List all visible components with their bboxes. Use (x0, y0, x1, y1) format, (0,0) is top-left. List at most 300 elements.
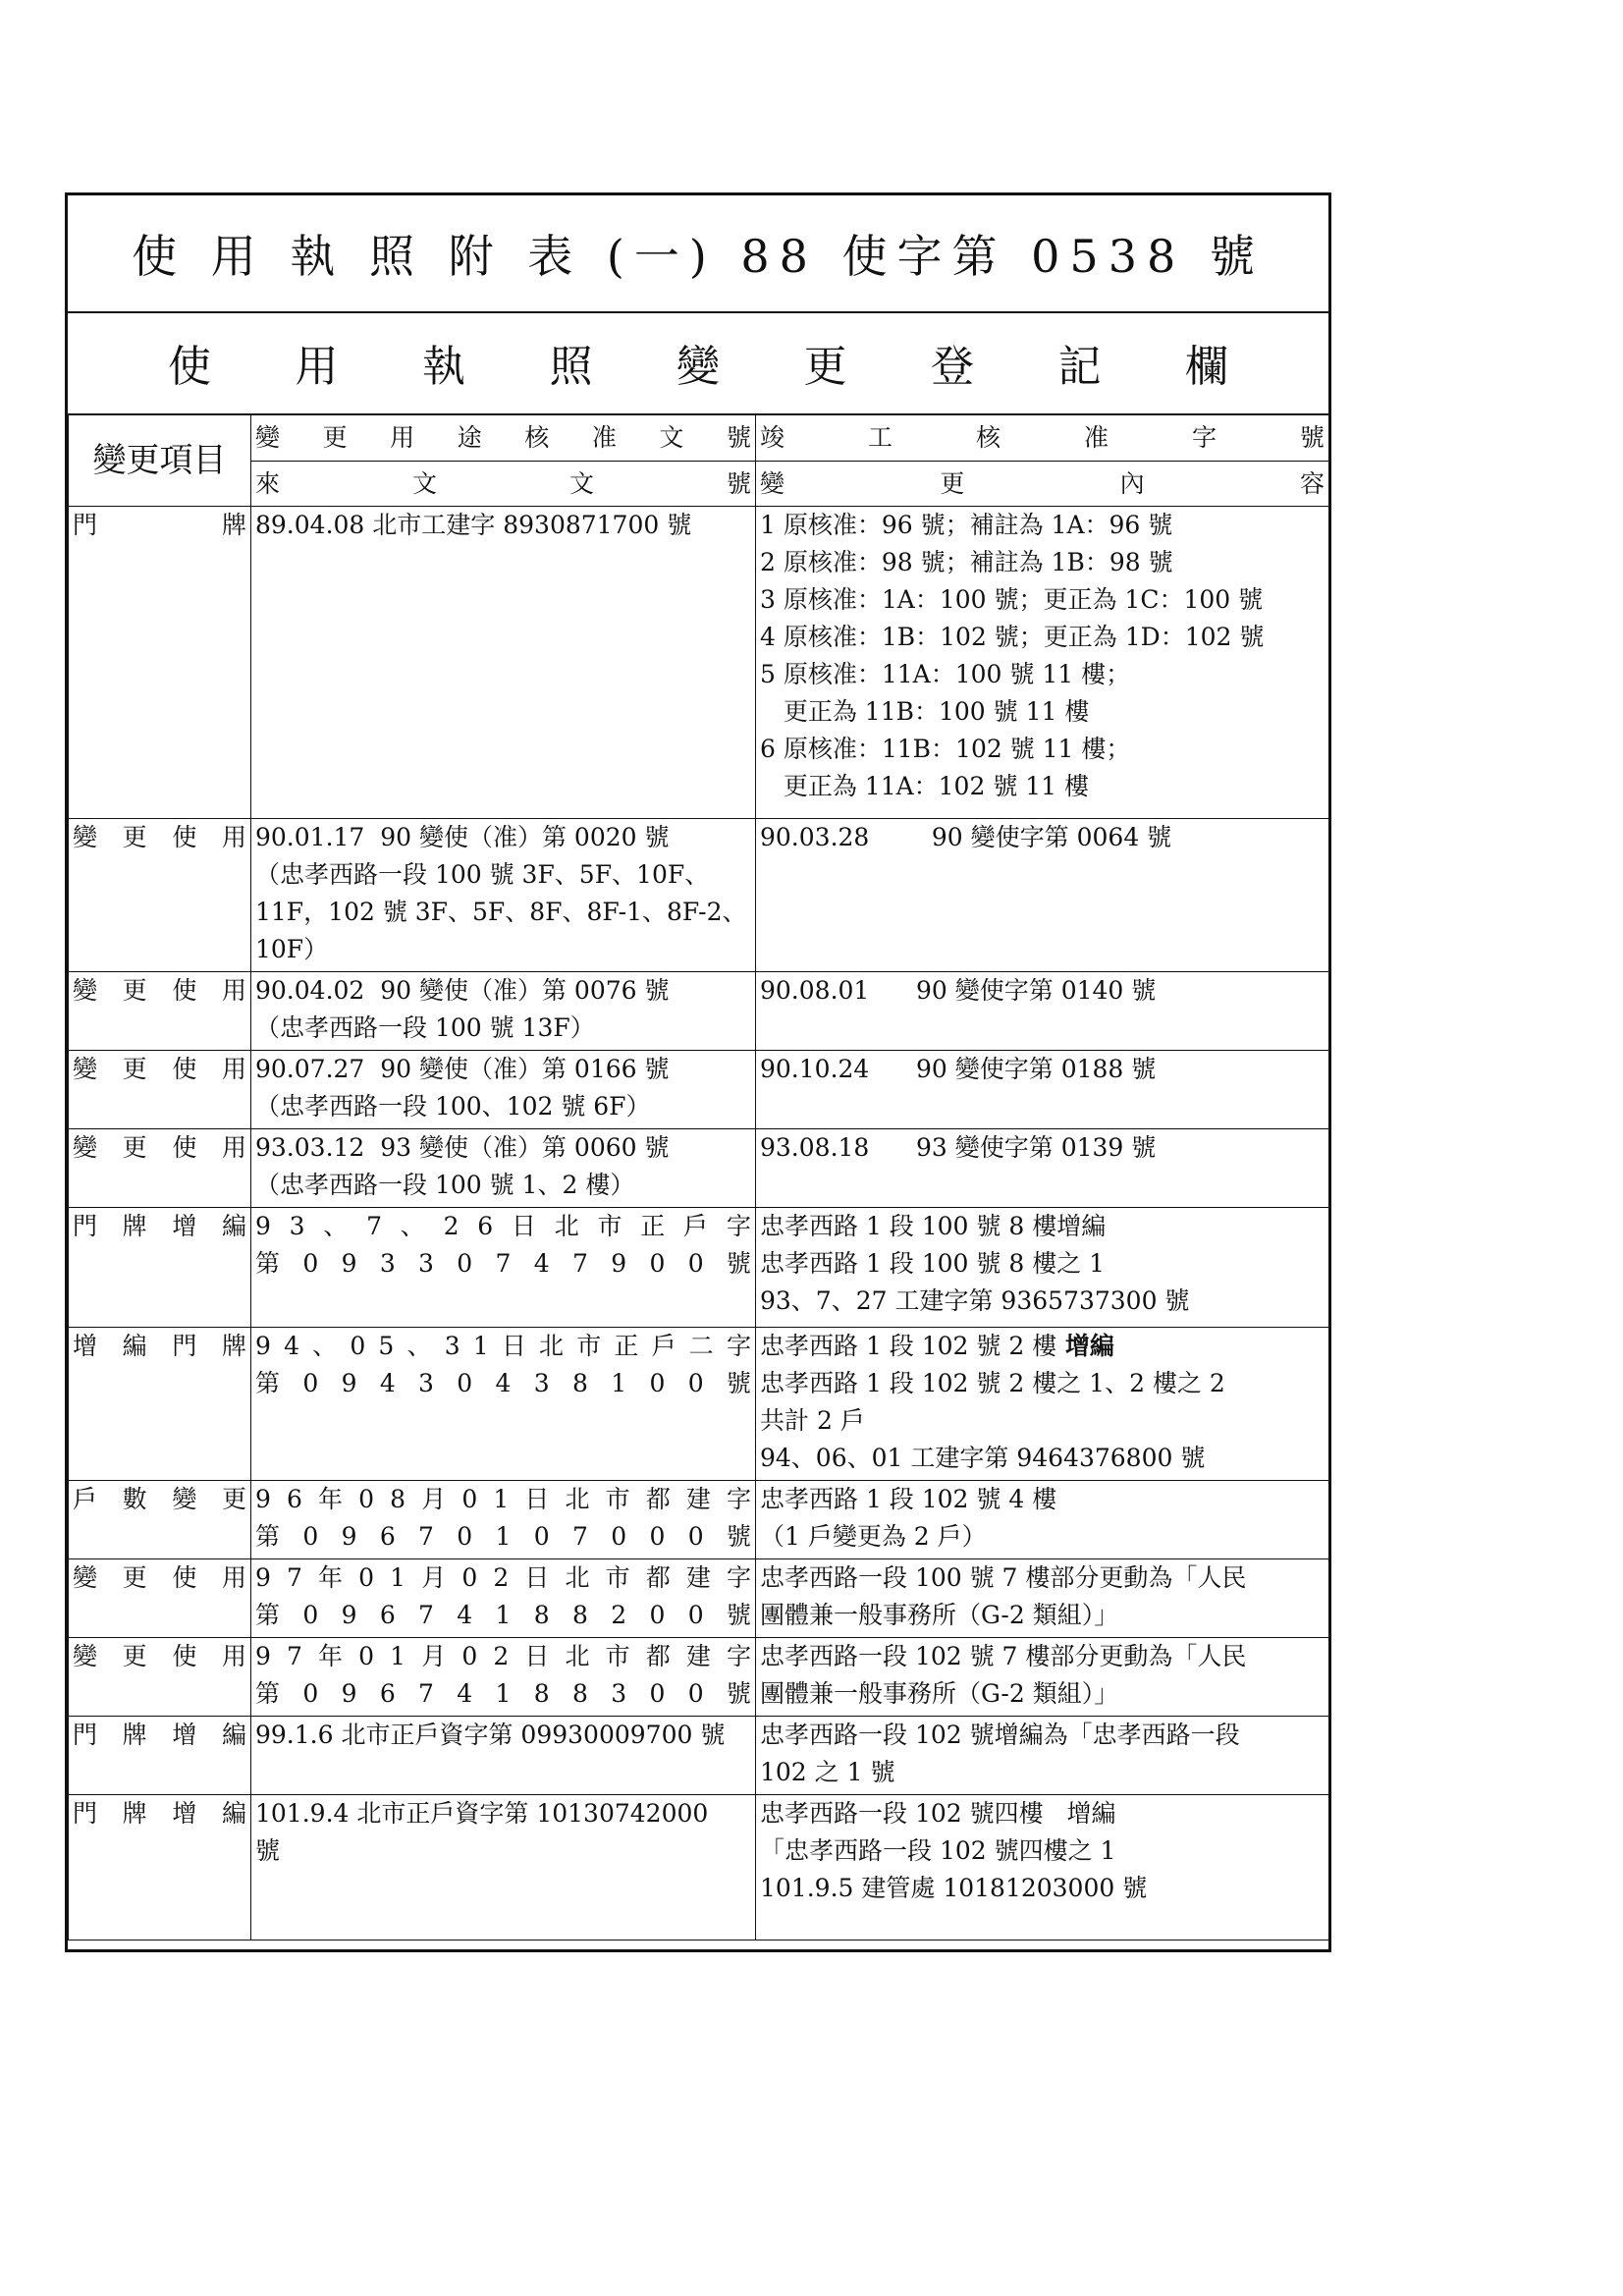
doc-no-char: 戶 (651, 1332, 676, 1360)
doc-no-char: 月 (421, 1485, 447, 1513)
doc-no-char: 0 (649, 1601, 666, 1629)
subtitle-char: 使 (168, 342, 211, 392)
change-content-cell (756, 507, 1329, 819)
doc-no-char: 號 (726, 1601, 751, 1629)
approval-doc-cell (251, 1481, 756, 1559)
table-row (69, 1051, 1329, 1129)
change-content-line: 2 原核准：98 號；補註為 1B：98 號 (760, 548, 1173, 576)
change-item-cell (69, 1328, 251, 1481)
header-char: 更 (322, 422, 348, 452)
doc-no-char: 0 (302, 1679, 319, 1708)
doc-no-char: 北 (565, 1485, 590, 1513)
doc-no-char: 2 (443, 1212, 460, 1240)
doc-no-char: 0 (687, 1601, 704, 1629)
change-item-char: 變 (73, 1055, 98, 1083)
doc-no-char: 市 (605, 1563, 630, 1592)
change-content-line: 團體兼一般事務所（G-2 類組）」 (760, 1679, 1119, 1708)
doc-no-char: 第 (255, 1369, 281, 1397)
change-register-table (68, 413, 1329, 1941)
header-char: 號 (1299, 422, 1325, 452)
doc-no-char: 都 (645, 1563, 671, 1592)
table-row (69, 1208, 1329, 1328)
doc-no-char: 8 (533, 1679, 550, 1708)
doc-no-char: 4 (495, 1369, 512, 1397)
doc-no-char: 字 (726, 1332, 751, 1360)
doc-no-char: 9 (611, 1249, 627, 1278)
change-item-char: 門 (73, 511, 98, 539)
change-item-char: 增 (172, 1799, 197, 1828)
header-char: 用 (390, 422, 415, 452)
change-item-char: 戶 (73, 1485, 98, 1513)
change-content-line: 102 之 1 號 (760, 1758, 895, 1786)
doc-no-char: 正 (640, 1212, 666, 1240)
change-item-char: 牌 (122, 1212, 147, 1240)
doc-no-char: 0 (457, 1249, 473, 1278)
change-item-char: 數 (122, 1485, 147, 1513)
doc-no-char: 8 (571, 1679, 588, 1708)
change-item-char: 編 (221, 1721, 246, 1749)
doc-no-line: 10F） (255, 935, 329, 963)
change-item-cell (69, 1051, 251, 1129)
doc-no-char: 月 (421, 1563, 447, 1592)
change-content-line: 93.08.18 93 變使字第 0139 號 (760, 1133, 1157, 1162)
doc-no-char: 0 (649, 1522, 666, 1551)
change-item-cell (69, 1795, 251, 1941)
header-change-content (756, 462, 1329, 507)
change-content-cell (756, 1559, 1329, 1638)
change-item-char: 使 (172, 1133, 197, 1162)
doc-no-char: 、 (406, 1332, 432, 1360)
header-char: 文 (568, 468, 594, 498)
doc-no-line: 90.07.27 90 變使（准）第 0166 號 (255, 1055, 670, 1083)
change-item-char: 用 (221, 1055, 246, 1083)
approval-doc-cell (251, 1717, 756, 1795)
change-item-char: 用 (221, 1133, 246, 1162)
table-row (69, 1717, 1329, 1795)
doc-no-char: 7 (571, 1249, 588, 1278)
doc-no-char: 2 (493, 1563, 510, 1592)
change-content-line: 更正為 11B：100 號 11 樓 (760, 697, 1090, 726)
table-row (69, 819, 1329, 972)
doc-no-char: 第 (255, 1522, 281, 1551)
approval-doc-cell (251, 1328, 756, 1481)
header-char: 號 (726, 468, 751, 498)
doc-no-char: 7 (418, 1679, 434, 1708)
change-item-char: 門 (73, 1799, 98, 1828)
doc-no-char: 建 (685, 1563, 711, 1592)
header-char: 容 (1299, 468, 1325, 498)
doc-no-char: 6 (477, 1212, 494, 1240)
change-content-line: 忠孝西路 1 段 102 號 2 樓 增編 (760, 1332, 1114, 1360)
change-content-line: 忠孝西路 1 段 102 號 4 樓 (760, 1485, 1057, 1513)
doc-no-char: 6 (379, 1522, 396, 1551)
change-item-char: 牌 (122, 1721, 147, 1749)
doc-no-char: 第 (255, 1249, 281, 1278)
header-change-item: 變更項目 (69, 414, 251, 507)
change-content-line: 忠孝西路 1 段 100 號 8 樓增編 (760, 1212, 1107, 1240)
doc-no-char: 6 (379, 1601, 396, 1629)
change-content-cell (756, 1717, 1329, 1795)
doc-no-char: 月 (421, 1642, 447, 1670)
change-item-char: 門 (73, 1212, 98, 1240)
header-char: 工 (867, 422, 893, 452)
change-item-cell (69, 1559, 251, 1638)
change-content-cell (756, 1129, 1329, 1208)
change-content-cell (756, 1481, 1329, 1559)
doc-no-line: 93.03.12 93 變使（准）第 0060 號 (255, 1133, 670, 1162)
doc-no-char: 9 (341, 1522, 357, 1551)
doc-no-char: 日 (524, 1563, 550, 1592)
doc-no-char: 1 (495, 1601, 512, 1629)
doc-no-char: 0 (358, 1485, 375, 1513)
header-char: 變 (255, 422, 281, 452)
change-item-char: 使 (172, 1563, 197, 1592)
change-content-line: 101.9.5 建管處 10181203000 號 (760, 1874, 1148, 1902)
doc-no-char: 3 (418, 1249, 434, 1278)
change-item-char: 更 (122, 1133, 147, 1162)
doc-no-char: 4 (533, 1249, 550, 1278)
change-item-char: 門 (172, 1332, 197, 1360)
register-rows (69, 507, 1329, 1941)
document-subtitle (68, 311, 1328, 415)
doc-no-char: 3 (533, 1369, 550, 1397)
doc-no-char: 市 (576, 1332, 602, 1360)
subtitle-char: 照 (549, 342, 593, 392)
change-item-char: 更 (221, 1485, 246, 1513)
doc-no-char: 6 (287, 1485, 302, 1513)
change-item-char: 使 (172, 1055, 197, 1083)
change-content-line: 忠孝西路一段 102 號增編為「忠孝西路一段 (760, 1721, 1240, 1749)
doc-no-char: 0 (302, 1369, 319, 1397)
doc-no-char: 0 (461, 1563, 478, 1592)
doc-no-char: 0 (533, 1522, 550, 1551)
change-item-char: 編 (221, 1212, 246, 1240)
doc-no-char: 日 (501, 1332, 526, 1360)
subtitle-char: 更 (803, 342, 847, 392)
approval-doc-cell (251, 1559, 756, 1638)
subtitle-char: 執 (422, 342, 465, 392)
doc-no-char: 0 (611, 1522, 627, 1551)
doc-no-char: 8 (390, 1485, 406, 1513)
doc-no-char: 0 (461, 1642, 478, 1670)
header-char: 內 (1119, 468, 1145, 498)
change-item-char: 更 (122, 1563, 147, 1592)
doc-no-char: 0 (350, 1332, 366, 1360)
document-title: 使 用 執 照 附 表 (一) 88 使字第 0538 號 (68, 195, 1328, 313)
change-item-char: 變 (172, 1485, 197, 1513)
doc-no-char: 0 (687, 1679, 704, 1708)
approval-doc-cell (251, 1638, 756, 1717)
doc-no-char: 正 (614, 1332, 639, 1360)
doc-no-char: 1 (611, 1369, 627, 1397)
change-item-cell (69, 819, 251, 972)
change-content-line: 90.10.24 90 變使字第 0188 號 (760, 1055, 1157, 1083)
change-content-line: 團體兼一般事務所（G-2 類組）」 (760, 1601, 1119, 1629)
doc-no-char: 0 (687, 1249, 704, 1278)
doc-no-char: 4 (284, 1332, 299, 1360)
approval-doc-cell (251, 1129, 756, 1208)
change-item-cell (69, 1638, 251, 1717)
doc-no-char: 日 (511, 1212, 536, 1240)
doc-no-char: 日 (524, 1642, 550, 1670)
doc-no-char: 北 (554, 1212, 579, 1240)
doc-no-char: 號 (726, 1369, 751, 1397)
change-content-line: 忠孝西路 1 段 100 號 8 樓之 1 (760, 1249, 1106, 1278)
change-item-cell (69, 1208, 251, 1328)
change-item-char: 牌 (221, 511, 246, 539)
doc-no-char: 第 (255, 1679, 281, 1708)
change-item-char: 更 (122, 1642, 147, 1670)
change-item-char: 更 (122, 1055, 147, 1083)
subtitle-char: 登 (931, 342, 974, 392)
doc-no-line: 101.9.4 北市正戶資字第 10130742000 (255, 1799, 709, 1828)
doc-no-char: 第 (255, 1601, 281, 1629)
change-content-cell (756, 972, 1329, 1051)
table-row (69, 1481, 1329, 1559)
doc-no-char: 7 (287, 1563, 302, 1592)
header-char: 更 (940, 468, 965, 498)
doc-no-char: 7 (366, 1212, 383, 1240)
doc-no-char: 市 (605, 1642, 630, 1670)
approval-doc-cell (251, 1795, 756, 1941)
change-content-cell (756, 1208, 1329, 1328)
change-content-line: 93、7、27 工建字第 9365737300 號 (760, 1286, 1190, 1315)
doc-no-char: 年 (318, 1642, 344, 1670)
doc-no-line: 90.04.02 90 變使（准）第 0076 號 (255, 976, 670, 1005)
doc-no-line: 號 (255, 1836, 281, 1865)
table-row (69, 1559, 1329, 1638)
header-char: 途 (457, 422, 482, 452)
subtitle-char: 欄 (1185, 342, 1228, 392)
table-row (69, 1328, 1329, 1481)
change-content-line: 90.03.28 90 變使字第 0064 號 (760, 823, 1172, 851)
header-char: 核 (524, 422, 550, 452)
doc-no-char: 1 (495, 1522, 512, 1551)
change-item-char: 牌 (221, 1332, 246, 1360)
subtitle-char: 用 (295, 342, 339, 392)
doc-no-char: 年 (318, 1563, 344, 1592)
change-content-cell (756, 1328, 1329, 1481)
doc-no-char: 戶 (683, 1212, 709, 1240)
change-item-char: 編 (122, 1332, 147, 1360)
approval-doc-cell (251, 507, 756, 819)
doc-no-char: 字 (726, 1485, 751, 1513)
usage-license-change-register (65, 192, 1331, 1952)
change-content-line: 共計 2 戶 (760, 1406, 865, 1435)
doc-no-char: 0 (302, 1601, 319, 1629)
doc-no-line: 90.01.17 90 變使（准）第 0020 號 (255, 823, 670, 851)
doc-no-char: 0 (358, 1642, 375, 1670)
doc-no-char: 號 (726, 1522, 751, 1551)
change-item-char: 用 (221, 1642, 246, 1670)
change-item-cell (69, 972, 251, 1051)
doc-no-char: 7 (287, 1642, 302, 1670)
doc-no-char: 3 (289, 1212, 305, 1240)
doc-no-char: 市 (605, 1485, 630, 1513)
change-item-cell (69, 507, 251, 819)
doc-no-char: 7 (495, 1249, 512, 1278)
doc-no-char: 0 (302, 1522, 319, 1551)
doc-no-line: 89.04.08 北市工建字 8930871700 號 (255, 511, 692, 539)
header-approval-doc-no (251, 414, 756, 462)
change-item-char: 編 (221, 1799, 246, 1828)
header-char: 竣 (760, 422, 785, 452)
doc-no-line: 11F，102 號 3F、5F、8F、8F-1、8F-2、 (255, 898, 747, 926)
doc-no-char: 4 (457, 1601, 473, 1629)
change-item-char: 變 (73, 823, 98, 851)
doc-no-char: 字 (726, 1212, 751, 1240)
change-item-cell (69, 1129, 251, 1208)
header-char: 文 (659, 422, 684, 452)
doc-no-char: 7 (571, 1522, 588, 1551)
approval-doc-cell (251, 1051, 756, 1129)
doc-no-char: 3 (611, 1679, 627, 1708)
doc-no-char: 7 (418, 1601, 434, 1629)
doc-no-char: 日 (524, 1485, 550, 1513)
doc-no-char: 0 (649, 1369, 666, 1397)
table-row (69, 1129, 1329, 1208)
doc-no-char: 9 (255, 1642, 271, 1670)
change-content-line: 忠孝西路一段 102 號四樓 增編 (760, 1799, 1116, 1828)
change-item-char: 增 (73, 1332, 98, 1360)
change-content-line: 4 原核准：1B：102 號；更正為 1D：102 號 (760, 623, 1265, 651)
change-content-line: 忠孝西路一段 102 號 7 樓部分更動為「人民 (760, 1642, 1247, 1670)
doc-no-char: 號 (726, 1249, 751, 1278)
change-item-char: 用 (221, 823, 246, 851)
doc-no-char: 建 (685, 1485, 711, 1513)
change-content-line: （1 戶變更為 2 戶） (760, 1522, 987, 1551)
subtitle-char: 記 (1057, 342, 1102, 392)
change-item-char: 更 (122, 823, 147, 851)
change-item-char: 更 (122, 976, 147, 1005)
header-char: 准 (591, 422, 617, 452)
doc-no-char: 字 (726, 1642, 751, 1670)
header-char: 核 (975, 422, 1001, 452)
doc-no-char: 0 (461, 1485, 478, 1513)
doc-no-char: 9 (255, 1332, 271, 1360)
doc-no-char: 4 (379, 1369, 396, 1397)
doc-no-char: 3 (444, 1332, 460, 1360)
change-item-char: 使 (172, 823, 197, 851)
doc-no-char: 9 (341, 1601, 357, 1629)
change-content-cell (756, 1051, 1329, 1129)
change-item-char: 變 (73, 1563, 98, 1592)
change-item-char: 變 (73, 1133, 98, 1162)
change-content-cell (756, 1638, 1329, 1717)
change-content-line: 3 原核准：1A：100 號；更正為 1C：100 號 (760, 585, 1264, 614)
doc-no-char: 8 (571, 1601, 588, 1629)
doc-no-char: 8 (533, 1601, 550, 1629)
doc-no-char: 9 (255, 1212, 271, 1240)
doc-no-char: 7 (418, 1522, 434, 1551)
change-content-line: 「忠孝西路一段 102 號四樓之 1 (760, 1836, 1116, 1865)
doc-no-char: 2 (611, 1601, 627, 1629)
doc-no-char: 9 (341, 1369, 357, 1397)
change-content-cell (756, 819, 1329, 972)
change-item-char: 使 (172, 1642, 197, 1670)
doc-no-char: 號 (726, 1679, 751, 1708)
header-char: 來 (255, 468, 281, 498)
doc-no-char: 、 (323, 1212, 349, 1240)
approval-doc-cell (251, 1208, 756, 1328)
doc-no-char: 0 (358, 1563, 375, 1592)
doc-no-char: 北 (565, 1642, 590, 1670)
doc-no-char: 1 (493, 1485, 510, 1513)
change-item-char: 增 (172, 1721, 197, 1749)
doc-no-char: 市 (597, 1212, 622, 1240)
doc-no-char: 9 (255, 1563, 271, 1592)
doc-no-char: 1 (390, 1642, 406, 1670)
bold-annotation: 增編 (1056, 1332, 1114, 1360)
header-incoming-doc-no (251, 462, 756, 507)
change-item-char: 使 (172, 976, 197, 1005)
doc-no-char: 8 (571, 1369, 588, 1397)
doc-no-char: 9 (255, 1485, 271, 1513)
change-item-char: 牌 (122, 1799, 147, 1828)
header-char: 文 (411, 468, 437, 498)
change-item-char: 用 (221, 1563, 246, 1592)
doc-no-char: 4 (457, 1679, 473, 1708)
doc-no-char: 0 (302, 1249, 319, 1278)
change-content-line: 6 原核准：11B：102 號 11 樓； (760, 735, 1131, 763)
doc-no-char: 0 (457, 1522, 473, 1551)
doc-no-line: （忠孝西路一段 100 號 3F、5F、10F、 (255, 860, 710, 889)
doc-no-char: 0 (649, 1679, 666, 1708)
doc-no-char: 年 (318, 1485, 344, 1513)
doc-no-char: 都 (645, 1642, 671, 1670)
doc-no-char: 5 (378, 1332, 395, 1360)
doc-no-char: 二 (688, 1332, 714, 1360)
change-content-line: 94、06、01 工建字第 9464376800 號 (760, 1444, 1206, 1472)
doc-no-char: 0 (649, 1249, 666, 1278)
doc-no-char: 9 (341, 1249, 357, 1278)
doc-no-char: 6 (379, 1679, 396, 1708)
change-item-char: 增 (172, 1212, 197, 1240)
doc-no-char: 3 (379, 1249, 396, 1278)
doc-no-char: 、 (400, 1212, 425, 1240)
change-item-char: 變 (73, 1642, 98, 1670)
header-completion-no (756, 414, 1329, 462)
doc-no-char: 0 (457, 1369, 473, 1397)
subtitle-char: 變 (676, 342, 720, 392)
change-content-cell (756, 1795, 1329, 1941)
doc-no-char: 字 (726, 1563, 751, 1592)
doc-no-char: 2 (493, 1642, 510, 1670)
header-char: 號 (726, 422, 751, 452)
table-row (69, 972, 1329, 1051)
doc-no-line: 99.1.6 北市正戶資字第 09930009700 號 (255, 1721, 726, 1749)
doc-no-char: 0 (687, 1522, 704, 1551)
change-content-line: 90.08.01 90 變使字第 0140 號 (760, 976, 1157, 1005)
table-row (69, 507, 1329, 819)
change-item-cell (69, 1481, 251, 1559)
change-item-char: 用 (221, 976, 246, 1005)
doc-no-char: 1 (390, 1563, 406, 1592)
change-item-char: 門 (73, 1721, 98, 1749)
doc-no-char: 0 (687, 1369, 704, 1397)
approval-doc-cell (251, 972, 756, 1051)
change-item-char: 變 (73, 976, 98, 1005)
change-content-line: 更正為 11A：102 號 11 樓 (760, 772, 1090, 800)
doc-no-char: 9 (341, 1679, 357, 1708)
doc-no-line: （忠孝西路一段 100 號 13F） (255, 1013, 595, 1042)
change-item-cell (69, 1717, 251, 1795)
doc-no-char: 3 (418, 1369, 434, 1397)
doc-no-char: 1 (495, 1679, 512, 1708)
doc-no-char: 1 (472, 1332, 489, 1360)
doc-no-char: 建 (685, 1642, 711, 1670)
header-char: 字 (1191, 422, 1217, 452)
